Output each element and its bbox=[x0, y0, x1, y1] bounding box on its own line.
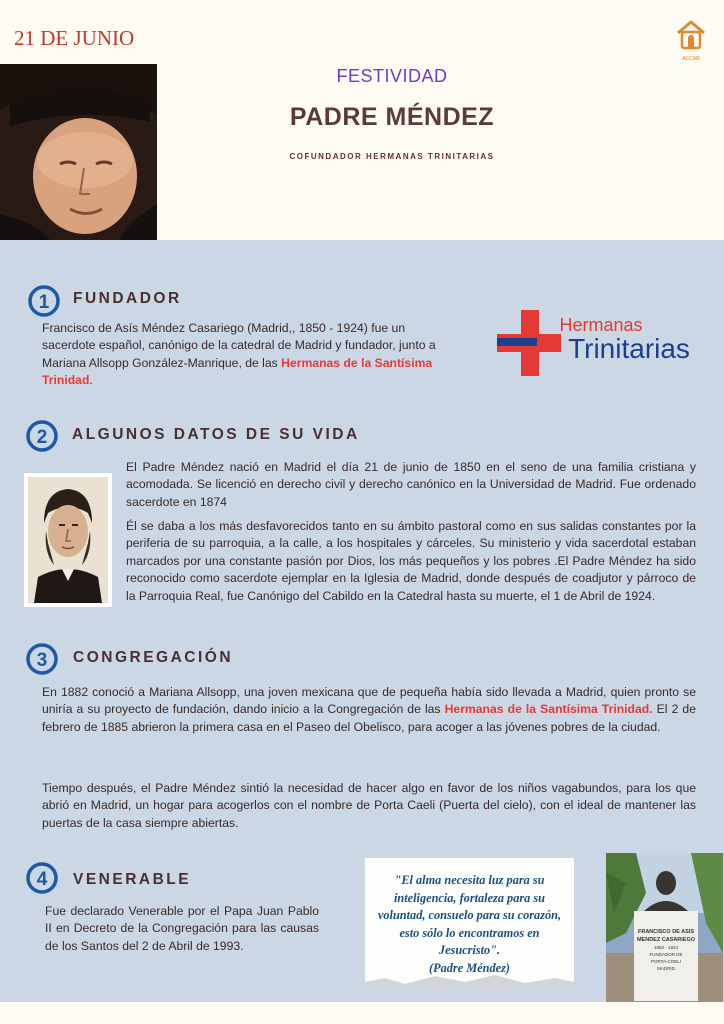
plaque-line-5: PORTA-COELI bbox=[650, 959, 682, 964]
section-2-title: ALGUNOS DATOS DE SU VIDA bbox=[72, 426, 360, 443]
plaque-line-4: FUNDADOR DE bbox=[649, 952, 683, 957]
page-title: PADRE MÉNDEZ bbox=[289, 103, 495, 131]
section-4-title: VENERABLE bbox=[73, 871, 192, 888]
svg-text:1: 1 bbox=[38, 292, 50, 313]
section-3-title: CONGREGACIÓN bbox=[73, 649, 234, 666]
date-label: 21 DE JUNIO bbox=[14, 26, 135, 50]
quote-box bbox=[365, 858, 574, 990]
section-3-text-a: En 1882 conoció a Mariana Allsopp, una joven mexicana que de pequeña había sido llevada a Madrid, quien pronto se uniría a su proyecto de fundación, dando inicio a la Congregación de las bbox=[42, 685, 696, 717]
quote-author: (Padre Méndez) bbox=[429, 960, 510, 975]
quote-decoration bbox=[365, 972, 574, 990]
quote-body: "El alma necesita luz para su inteligencia, fortaleza para su voluntad, consuelo para su corazón, esto sólo lo encontramos en Jesucristo". bbox=[377, 873, 562, 957]
svg-text:2: 2 bbox=[36, 427, 48, 448]
statue-photo bbox=[606, 853, 723, 1005]
plaque-line-6: MADRID bbox=[657, 966, 675, 971]
section-3-para-1 bbox=[42, 684, 696, 736]
plaque-line-1: FRANCISCO DE ASIS bbox=[637, 929, 695, 935]
section-3-highlight: Hermanas de la Santísima Trinidad. bbox=[444, 702, 653, 717]
svg-text:4: 4 bbox=[36, 869, 48, 890]
page-subtitle: COFUNDADOR HERMANAS TRINITARIAS bbox=[289, 152, 495, 161]
section-2-para-1: El Padre Méndez nació en Madrid el día 21 de junio de 1850 en el seno de una familia cristiana y acomodada. Se licenció en derecho civil y derecho canónico en la Universidad de Madrid. Fue ordenado sacerdote en 1874 bbox=[126, 460, 696, 509]
section-1-text bbox=[42, 320, 462, 390]
section-3-text-b: El 2 de febrero de 1885 abrieron la primera casa en el Paseo del Obelisco, para acoger a las jóvenes pobres de la ciudad. bbox=[42, 702, 696, 734]
number-1-icon bbox=[26, 283, 62, 319]
accar-logo bbox=[673, 18, 709, 62]
quote-text bbox=[365, 872, 574, 977]
hermanas-trinitarias-logo bbox=[493, 300, 698, 380]
plaque-line-3: 1850 - 1924 bbox=[653, 945, 679, 950]
young-mendez-portrait bbox=[24, 473, 112, 607]
section-3-para-2: Tiempo después, el Padre Méndez sintió la necesidad de hacer algo en favor de los niños vagabundos, para los que abrió en Madrid, un hogar para acogerlos con el nombre de Porta Caeli (Puerta del cielo), con el ideal de mantener las puertas de la casa siempre abiertas. bbox=[42, 781, 696, 830]
logo-line-2: Trinitarias bbox=[568, 333, 690, 364]
plaque-line-2: MENDEZ CASARIEGO bbox=[636, 937, 696, 943]
section-2-para-2: Él se daba a los más desfavorecidos tanto en su ámbito pastoral como en sus salidas constantes por la periferia de su parroquia, a la calle, a los hospitales y cárceles. Su ministerio y vida sacerdotal estaban marcados por una constante pasión por Dios, los más pequeños y los pobres .El Padre Méndez ha sido reconocido como sacerdote ejemplar en la Iglesia de Madrid, donde después de coadjutor y párroco de la Parroquia Real, fue Canónigo del Cabildo en la Catedral hasta su muerte, el 1 de Abril de 1924. bbox=[126, 519, 696, 603]
section-1-text-a: Francisco de Asís Méndez Casariego (Madrid,, 1850 - 1924) fue un sacerdote español, canónigo de la catedral de Madrid y fundador, junto a Mariana Allsopp González-Manrique, de las bbox=[42, 321, 436, 370]
number-3-icon bbox=[24, 641, 60, 677]
number-4-icon bbox=[24, 860, 60, 896]
number-2-icon bbox=[24, 418, 60, 454]
section-1-text-b: . bbox=[89, 373, 93, 388]
svg-text:3: 3 bbox=[36, 650, 48, 671]
section-1-highlight: Hermanas de la Santísima Trinidad bbox=[42, 355, 433, 388]
section-4-text: Fue declarado Venerable por el Papa Juan Pablo II en Decreto de la Congregación para las causas de los Santos del 2 de Abril de 1993. bbox=[45, 904, 319, 953]
section-1-title: FUNDADOR bbox=[73, 290, 182, 307]
logo-line-1: Hermanas bbox=[559, 315, 643, 335]
festividad-label: FESTIVIDAD bbox=[336, 66, 448, 86]
logo-text: ACCAR bbox=[682, 56, 700, 62]
footer-strip bbox=[0, 1002, 724, 1024]
